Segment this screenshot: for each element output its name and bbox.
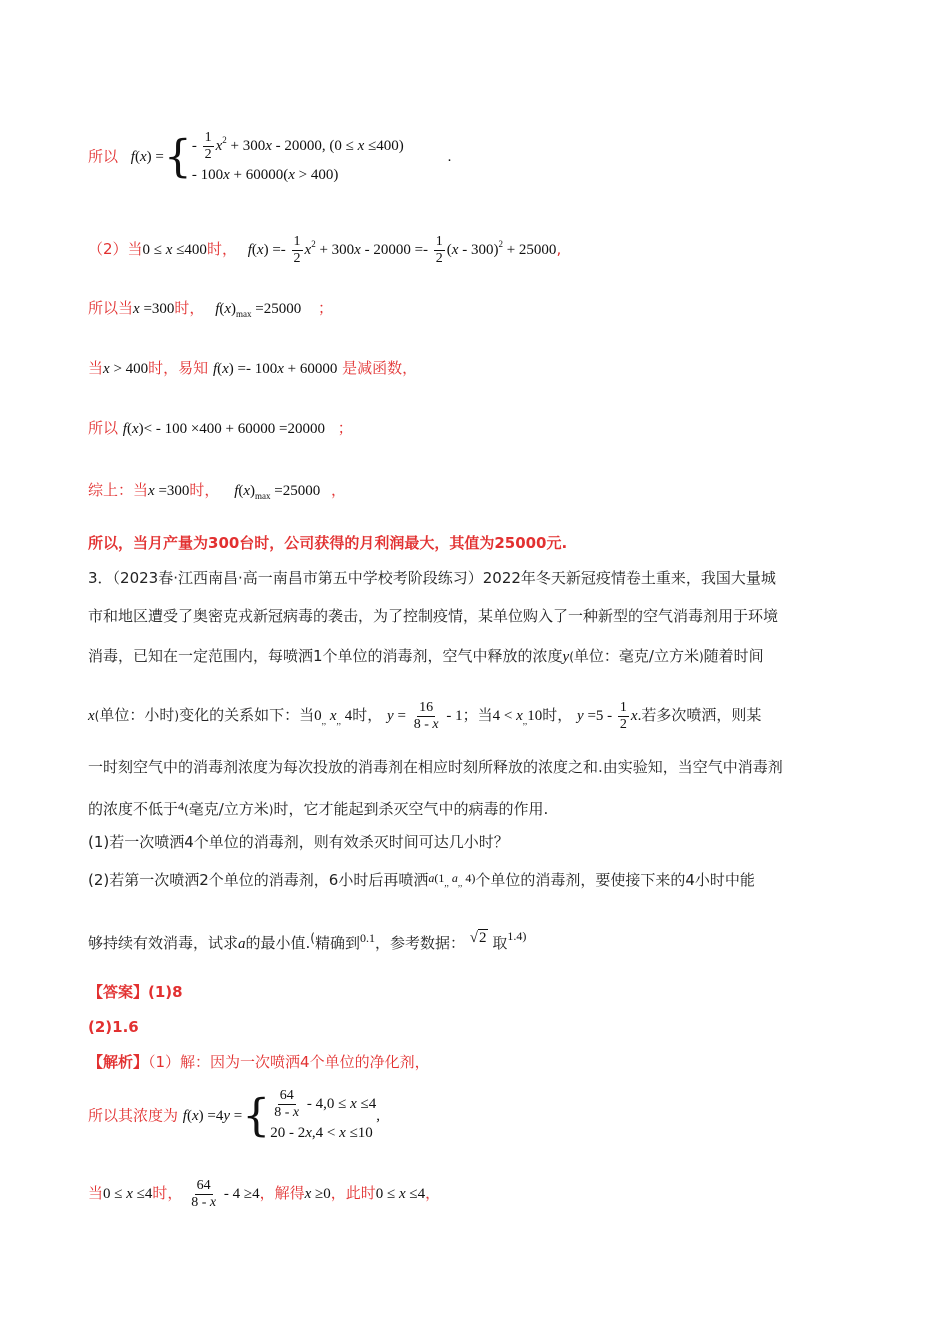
math-x-gt-400: x > 400: [103, 361, 149, 377]
text-relation: 变化的关系如下：当: [179, 705, 315, 724]
summary-line: [88, 480, 346, 506]
math-range-0-4: $0_{,,}$ $x_{,,}$ 4: [314, 707, 353, 726]
piecewise-definition-line: [88, 128, 451, 192]
math-0-1: 0.1: [360, 931, 375, 945]
text-comma: ，: [425, 1183, 441, 1202]
text-comma: ,: [556, 240, 562, 258]
q3-sub3: 够持续有效消毒，试求a的最小值.(精确到$^{0.1}$，参考数据： √2 取$^{1.4)}$: [88, 929, 527, 952]
math-fmax-25000: $f(x)_{max} =25000$: [234, 483, 321, 501]
answer-line2: (2)1.6: [88, 1018, 139, 1036]
q3-line2: 市和地区遭受了奥密克戎新冠病毒的袭击，为了控制疫情，某单位购入了一种新型的空气消毒剂用于环境: [88, 607, 779, 625]
text-cishi: ，此时: [330, 1183, 376, 1202]
text-shi: 时，: [174, 299, 205, 317]
conclusion-line: 所以，当月产量为300台时，公司获得的月利润最大，其值为25000元.: [88, 534, 568, 552]
text-multiple-spray: 若多次喷洒，则某: [641, 705, 762, 724]
analysis-p1: （1）解：因为一次喷洒4个单位的净化剂，: [148, 1053, 430, 1071]
math-quadratic-vertex: f(x) =- $\frac{1}{2}$ $x^2 + 300x - 20000$ =- $\frac{1}{2}$ (x - 300)$^2$ + 25000: [247, 234, 557, 267]
text-min-value: 的最小值.: [245, 934, 311, 952]
text-reference: ，参考数据：: [375, 934, 466, 952]
text-shi: 时，: [206, 240, 237, 258]
text-jiede: ，解得: [259, 1183, 305, 1202]
text-shi: 时，: [542, 705, 573, 724]
q3-sub2: [88, 868, 755, 893]
math-inequality: $\frac{64}{8 - x}$ - 4 ≥4: [191, 1178, 260, 1210]
math-range-0-400: 0 ≤ x ≤400: [142, 242, 207, 258]
part2-intro-line: [88, 234, 562, 267]
text-shi: 时，: [152, 1183, 183, 1202]
text-suoyi: 所以: [88, 419, 119, 437]
math-linear-f: f(x) =- 100x + 60000: [212, 361, 338, 377]
q3-sub1: (1)若一次喷洒4个单位的消毒剂，则有效杀灭时间可达几小时？: [88, 833, 509, 851]
text-unit-concentration: 毫克/立方米: [188, 800, 269, 818]
label-suoyi: 所以: [88, 147, 119, 166]
math-x-ge-0: x ≥0: [304, 1185, 331, 1202]
text-shi: 时，: [189, 481, 220, 499]
bound-line: [88, 418, 353, 439]
text-q3-line3a: 消毒，已知在一定范围内，每喷洒1个单位的消毒剂，空气中释放的浓度: [88, 647, 563, 665]
q3-line1: 3．（2023春·江西南昌·高一南昌市第五中学校考阶段练习）2022年冬天新冠疫情卷土重来，我国大量城: [88, 569, 776, 587]
text-effect: 时，它才能起到杀灭空气中的病毒的作用.: [273, 800, 549, 818]
text-yizhi: 时，易知: [148, 359, 209, 377]
text-part2-when: （2）当: [88, 240, 143, 258]
math-y-frac: y = $\frac{16}{8 - x}$ - 1: [387, 700, 463, 732]
math-1-4: 1.4): [507, 929, 527, 943]
q3-line5: 一时刻空气中的消毒剂浓度为每次投放的消毒剂在相应时刻所释放的浓度之和.由实验知，当空气中消毒剂: [88, 758, 783, 776]
math-y: y: [562, 649, 570, 665]
text-shi: 时，: [352, 705, 383, 724]
math-sqrt2: √2: [469, 930, 487, 946]
math-a: a: [238, 936, 246, 952]
math-x-eq-300: x =300: [148, 483, 190, 499]
math-fmax-25000: $f(x)_{max} =25000$: [215, 301, 302, 319]
text-suizhe-shijian: 随着时间: [703, 647, 764, 665]
text-dang: 当: [88, 359, 104, 377]
text-decreasing: 是减函数，: [342, 359, 418, 377]
answer-1: (1)8: [148, 983, 183, 1001]
math-x: x: [88, 707, 95, 724]
math-range-0-4: 0 ≤ x ≤4: [103, 1185, 153, 1202]
text-suoyi-dang: 所以当: [88, 299, 134, 317]
text-qu: 取: [492, 934, 508, 952]
answer-line1: [88, 982, 183, 1002]
text-unit-concentration: 单位：毫克/立方米: [573, 647, 699, 665]
math-y-linear: y =5 - $\frac{1}{2}$ x.: [577, 700, 642, 732]
max-at-300-line: [88, 298, 333, 324]
analysis-line1: [88, 1052, 430, 1072]
text-unit-hour: 单位：小时: [99, 705, 175, 724]
analysis-line2: [88, 1088, 380, 1152]
text-not-less-than: 的浓度不低于: [88, 800, 179, 818]
answer-tag: 【答案】: [88, 983, 149, 1001]
math-x-eq-300: x =300: [133, 301, 175, 317]
text-dang: ；当: [462, 705, 493, 724]
analysis-tag: 【解析】: [88, 1053, 149, 1071]
piecewise-formula: f(x) ={ - $\frac{1}{2}$ $x^2 + 300x - 20000$, (0 ≤ x ≤400) - 100x + 60000(x > 400) .: [130, 130, 452, 184]
math-f-lt-20000: f(x)< - 100 ×400 + 60000 =20000: [122, 421, 325, 437]
text-comma: ，: [331, 481, 347, 499]
decreasing-line: [88, 358, 417, 379]
math-concentration-piecewise: f(x) =4y ={ $\frac{64}{8 - x}$ - 4,0 ≤ x ≤4 20 - 2x,4 < x ≤10 ,: [182, 1088, 381, 1142]
math-a-range: a(1,, a,, 4): [428, 871, 476, 888]
text-sub2b: 个单位的消毒剂，要使接下来的4小时中能: [475, 871, 755, 889]
q3-line4: x(单位：小时)变化的关系如下：当$0_{,,}$ $x_{,,}$ 4时， y = $\frac{16}{8 - x}$ - 1；当$4 < x_{,,}10$时， y =5 - $\frac{1}{2}$ x.若多次喷洒，则某: [88, 700, 762, 732]
analysis-line3: [88, 1178, 440, 1212]
math-4: 4: [178, 799, 185, 813]
text-semicolon: ；: [337, 419, 353, 437]
text-precision: 精确到: [314, 934, 360, 952]
analysis-p2: 所以其浓度为: [88, 1106, 179, 1125]
math-range-0-4: 0 ≤ x ≤4: [375, 1185, 426, 1202]
q3-line3: 消毒，已知在一定范围内，每喷洒1个单位的消毒剂，空气中释放的浓度y(单位：毫克/立方米)随着时间: [88, 647, 764, 665]
text-sub3a: 够持续有效消毒，试求: [88, 934, 239, 952]
text-semicolon: ；: [318, 299, 334, 317]
text-dang: 当: [88, 1183, 104, 1202]
math-range-4-10: $4 < x_{,,}10$: [492, 707, 543, 726]
text-zongshang: 综上：当: [88, 481, 149, 499]
text-sub2a: (2)若第一次喷洒2个单位的消毒剂，6小时后再喷洒: [88, 871, 429, 889]
q3-line6: 的浓度不低于$^4$(毫克/立方米)时，它才能起到杀灭空气中的病毒的作用.: [88, 799, 549, 818]
